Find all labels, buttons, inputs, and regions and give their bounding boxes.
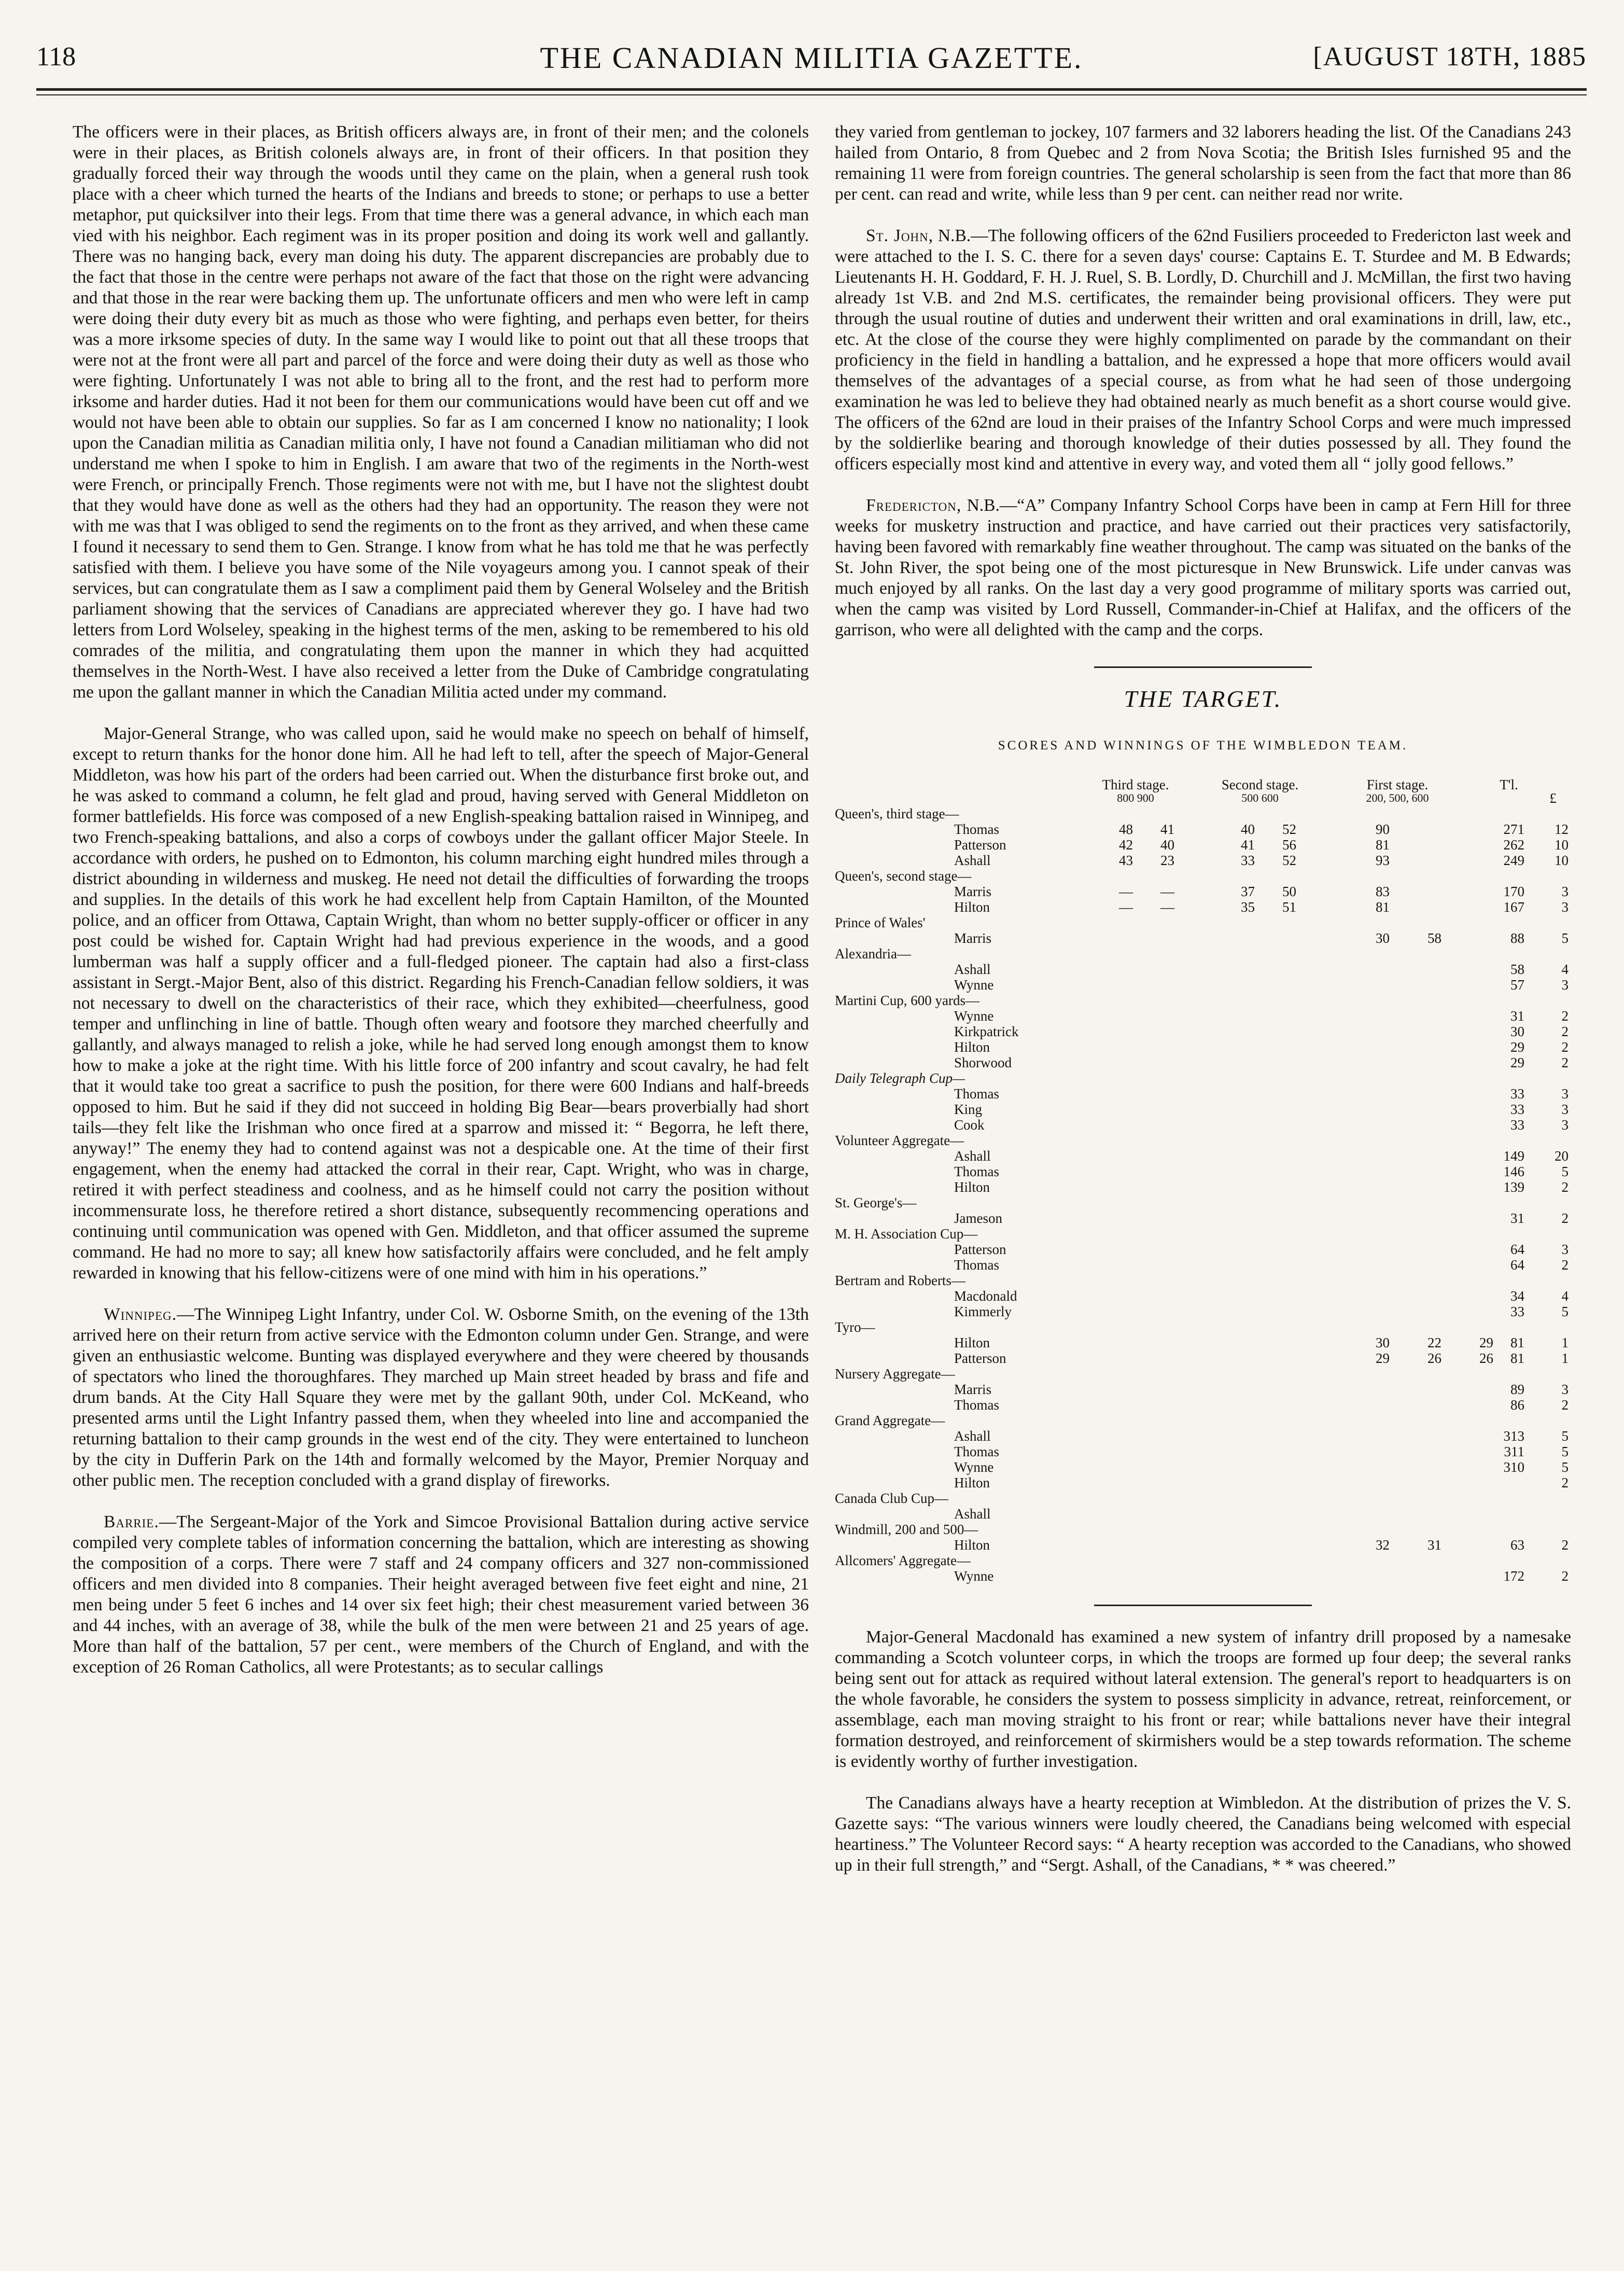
competitor-name: Ashall	[954, 1148, 991, 1164]
competition-name: St. George's—	[835, 1195, 917, 1210]
table-row	[835, 1039, 1571, 1055]
stage-score: 51	[1282, 899, 1296, 915]
article-paragraph	[835, 495, 1571, 640]
winnings: 10	[1555, 837, 1569, 853]
stage-score: 58	[1427, 930, 1441, 946]
table-group-row	[835, 1133, 1571, 1148]
page-number: 118	[36, 42, 76, 72]
article-paragraph	[73, 1512, 809, 1678]
competition-name: Windmill, 200 and 500—	[835, 1522, 978, 1537]
winnings: 1	[1561, 1335, 1569, 1350]
competitor-name: Hilton	[954, 1537, 990, 1553]
dateline: Fredericton,	[866, 496, 962, 515]
total-score: 34	[1510, 1288, 1524, 1304]
table-group-row	[835, 1195, 1571, 1210]
stage-score: 32	[1376, 1537, 1390, 1553]
table-group-row	[835, 806, 1571, 821]
table-row	[835, 1444, 1571, 1459]
competitor-name: Thomas	[954, 1397, 999, 1413]
table-row	[835, 899, 1571, 915]
winnings: 3	[1561, 1382, 1569, 1397]
scores-table	[835, 777, 1571, 1584]
winnings: 12	[1555, 821, 1569, 837]
paragraph-body: N.B.—The following officers of the 62nd Fusiliers proceeded to Fredericton last week and were attached to the I. S. C. there for a seven days' course: Captains E. T. Sturdee and M. B Edwards; Lieutenants H. H. Goddard, F. H. J. Ruel, S. B. Lordly, D. Churchill and J. McMillan, the first two having already 1st V.B. and 2nd M.S. certificates, the remainder being provisional officers. They were put through the usual routine of duties and underwent their written and oral examinations in drill, law, etc., etc. At the close of the course they were highly complimented on parade by the commandant on their proficiency in the field in handling a battalion, and he expressed a hope that more officers would avail themselves of the advantages of a special course, as from what he had seen of those undergoing examination he was led to believe they had obtained nearly as much benefit as a short course would give. The officers of the 62nd are loud in their praises of the Infantry School Corps and were much impressed by the soldierlike bearing and thorough knowledge of their duties possessed by all. They found the officers especially most kind and attentive in every way, and voted them all “ jolly good fellows.”	[835, 226, 1571, 473]
competitor-name: Marris	[954, 884, 991, 899]
table-row	[835, 1397, 1571, 1413]
winnings: 2	[1561, 1397, 1569, 1413]
total-score: 63	[1510, 1537, 1524, 1553]
competition-name: Volunteer Aggregate—	[835, 1133, 964, 1148]
winnings: 3	[1561, 1242, 1569, 1257]
competitor-name: Thomas	[954, 821, 999, 837]
competitor-name: Hilton	[954, 1039, 990, 1055]
total-score: 313	[1503, 1428, 1524, 1444]
table-group-row	[835, 1319, 1571, 1335]
winnings: 3	[1561, 899, 1569, 915]
table-row	[835, 1475, 1571, 1490]
winnings: 3	[1561, 1117, 1569, 1133]
winnings: 3	[1561, 977, 1569, 993]
winnings: 5	[1561, 930, 1569, 946]
total-score: 310	[1503, 1459, 1524, 1475]
stage-score: 26	[1427, 1350, 1441, 1366]
section-title: THE TARGET.	[1124, 686, 1282, 712]
winnings: 5	[1561, 1459, 1569, 1475]
stage-score: 26	[1479, 1350, 1493, 1366]
total-score: 31	[1510, 1210, 1524, 1226]
stage-score: 52	[1282, 821, 1296, 837]
dateline: Winnipeg.	[104, 1305, 177, 1324]
total-score: 64	[1510, 1257, 1524, 1273]
winnings: 2	[1561, 1055, 1569, 1070]
total-score: 167	[1503, 899, 1524, 915]
article-paragraph	[835, 226, 1571, 475]
article-paragraph: The Canadians always have a hearty reception at Wimbledon. At the distribution of prizes the V. S. Gazette says: “The various winners were loudly cheered, the Canadians being welcomed with especial heartiness.” The Volunteer Record says: “ A hearty reception was accorded to the Canadians, who showed up in their full strength,” and “Sergt. Ashall, of the Canadians, * * was cheered.”	[835, 1793, 1571, 1875]
competition-name: M. H. Association Cup—	[835, 1226, 978, 1242]
competition-name: Canada Club Cup—	[835, 1490, 948, 1506]
table-group-row	[835, 946, 1571, 962]
table-row	[835, 930, 1571, 946]
competitor-name: Marris	[954, 930, 991, 946]
winnings: 2	[1561, 1024, 1569, 1039]
competition-name: Bertram and Roberts—	[835, 1273, 965, 1288]
dateline: St. John,	[866, 226, 934, 245]
competitor-name: Patterson	[954, 1350, 1006, 1366]
total-score: 81	[1510, 1335, 1524, 1350]
total-score: 172	[1503, 1568, 1524, 1584]
competitor-name: Macdonald	[954, 1288, 1017, 1304]
stage-score: 41	[1241, 837, 1255, 853]
table-row	[835, 1335, 1571, 1350]
competition-name: Queen's, second stage—	[835, 868, 972, 884]
table-row	[835, 1024, 1571, 1039]
dateline: Barrie.	[104, 1512, 159, 1531]
table-group-row	[835, 1366, 1571, 1382]
winnings: 4	[1561, 1288, 1569, 1304]
stage-score: 50	[1282, 884, 1296, 899]
total-score: 33	[1510, 1086, 1524, 1102]
table-row	[835, 1148, 1571, 1164]
table-row	[835, 1164, 1571, 1179]
table-group-row	[835, 1553, 1571, 1568]
competitor-name: Wynne	[954, 1459, 994, 1475]
competition-name: Queen's, third stage—	[835, 806, 959, 821]
page-header	[36, 36, 1587, 83]
total-score: 170	[1503, 884, 1524, 899]
competitor-name: Thomas	[954, 1444, 999, 1459]
table-row	[835, 1428, 1571, 1444]
stage-score: 81	[1376, 837, 1390, 853]
header-rule-thick	[36, 88, 1587, 91]
table-row	[835, 1008, 1571, 1024]
stage-score: —	[1160, 884, 1174, 899]
article-paragraph: Major-General Macdonald has examined a new system of infantry drill proposed by a namesake commanding a Scotch volunteer corps, in which the troops are formed up four deep; the several ranks being sent out for attack as required without lateral extension. The general's report to headquarters is on the whole favorable, he considers the system to possess simplicity in advance, retreat, reinforcement, or assemblage, each man moving straight to his front or rear; while battalions never have their integral formation destroyed, and reinforcement of skirmishers would be a step towards reformation. The scheme is evidently worthy of further investigation.	[835, 1627, 1571, 1771]
competitor-name: Thomas	[954, 1086, 999, 1102]
competition-name: Alexandria—	[835, 946, 911, 962]
competitor-name: Ashall	[954, 1506, 991, 1522]
article-paragraph: they varied from gentleman to jockey, 107 farmers and 32 laborers heading the list. Of the Canadians 243 hailed from Ontario, 8 from Quebec and 2 from Nova Scotia; the British Isles furnished 95 and the remaining 11 were from foreign countries. The general scholarship is seen from the fact that more than 86 per cent. can read and write, while less than 9 per cent. can neither read nor write.	[835, 122, 1571, 204]
paragraph-body: —The Sergeant-Major of the York and Simcoe Provisional Battalion during active service compiled very complete tables of information concerning the battalion, which are interesting as showing the composition of a corps. There were 7 staff and 24 company officers and 327 non-commissioned officers and men divided into 8 companies. Their height averaged between five feet eight and nine, 21 men being under 5 feet 6 inches and 14 over six feet high; their chest measurement varied between 36 and 44 inches, with an average of 38, while the bulk of the men were between 21 and 25 years of age. More than half of the battalion, 57 per cent., were members of the Church of England, and with the exception of 26 Roman Catholics, all were Protestants; as to secular callings	[73, 1512, 809, 1677]
table-row	[835, 1210, 1571, 1226]
total-score: 271	[1503, 821, 1524, 837]
winnings: 2	[1561, 1568, 1569, 1584]
header-total: T'l.	[1500, 777, 1518, 792]
competition-name: Nursery Aggregate—	[835, 1366, 955, 1382]
table-row	[835, 1350, 1571, 1366]
article-paragraph	[73, 1304, 809, 1491]
competition-name: Prince of Wales'	[835, 915, 926, 930]
total-score: 139	[1503, 1179, 1524, 1195]
winnings: 4	[1561, 962, 1569, 977]
competitor-name: Patterson	[954, 837, 1006, 853]
winnings: 5	[1561, 1428, 1569, 1444]
total-score: 81	[1510, 1350, 1524, 1366]
table-group-row	[835, 993, 1571, 1008]
table-group-row	[835, 1273, 1571, 1288]
table-header	[835, 777, 1571, 806]
table-row	[835, 1568, 1571, 1584]
total-score: 262	[1503, 837, 1524, 853]
issue-date: [AUGUST 18TH, 1885	[1313, 42, 1587, 72]
stage-score: 40	[1241, 821, 1255, 837]
paragraph-body: N.B.—“A” Company Infantry School Corps have been in camp at Fern Hill for three weeks for musketry instruction and practice, and have carried out their practices very satisfactorily, having been favored with remarkably fine weather throughout. The camp was situated on the banks of the St. John River, the spot being one of the most picturesque in New Brunswick. Life under canvas was much enjoyed by all ranks. On the last day a very good programme of military sports was carried out, when the camp was visited by Lord Russell, Commander-in-Chief at Halifax, and the officers of the garrison, who were all delighted with the camp and the corps.	[835, 496, 1571, 639]
table-body	[835, 806, 1571, 1584]
table-row	[835, 853, 1571, 868]
stage-score: 33	[1241, 853, 1255, 868]
table-row	[835, 1537, 1571, 1553]
header-third-stage: Third stage.	[1102, 777, 1169, 792]
total-score: 89	[1510, 1382, 1524, 1397]
winnings: 2	[1561, 1537, 1569, 1553]
competitor-name: Kimmerly	[954, 1304, 1012, 1319]
total-score: 31	[1510, 1008, 1524, 1024]
table-group-row	[835, 915, 1571, 930]
competitor-name: Thomas	[954, 1164, 999, 1179]
table-group-row	[835, 1522, 1571, 1537]
winnings: 3	[1561, 884, 1569, 899]
table-row	[835, 1102, 1571, 1117]
table-row	[835, 821, 1571, 837]
stage-score: 93	[1376, 853, 1390, 868]
table-row	[835, 1117, 1571, 1133]
stage-score: 42	[1119, 837, 1133, 853]
table-row	[835, 1459, 1571, 1475]
newspaper-title: THE CANADIAN MILITIA GAZETTE.	[540, 41, 1083, 75]
total-score: 57	[1510, 977, 1524, 993]
section-divider	[1094, 1605, 1312, 1606]
winnings: 5	[1561, 1164, 1569, 1179]
header-first-stage: First stage.	[1366, 777, 1429, 792]
header-rule-thin	[36, 94, 1587, 95]
competitor-name: Hilton	[954, 1179, 990, 1195]
total-score: 88	[1510, 930, 1524, 946]
competition-name: Grand Aggregate—	[835, 1413, 945, 1428]
table-row	[835, 1288, 1571, 1304]
header-first-sub: 200, 500, 600	[1366, 791, 1429, 804]
stage-score: 31	[1427, 1537, 1441, 1553]
article-paragraph: Major-General Strange, who was called upon, said he would make no speech on behalf of himself, except to return thanks for the honor done him. All he had left to tell, after the speech of Major-General Middleton, was how his part of the orders had been carried out. When the disturbance first broke out, and he was asked to command a column, he felt glad and proud, having served with General Middleton on former battlefields. His force was composed of a new English-speaking battalion raised in Winnipeg, and two French-speaking battalions, and also a corps of cowboys under the gallant officer Major Steele. In accordance with orders, he pushed on to Edmonton, his column marching eight hundred miles through a district abounding in wilderness and muskeg. He need not detail the difficulties of forwarding the troops and supplies. In the details of this work he had excellent help from Captain Hamilton, of the Mounted police, and an officer from Ottawa, Captain Wright, than whom no better supply-officer or officer in any post could be wished for. Captain Wright had had previous experience in the woods, and a good lumberman was half a supply officer and a full-fledged pioneer. The captain had also a first-class assistant in Sergt.-Major Bent, also of this district. Regarding his French-Canadian fellow soldiers, it was not necessary to dwell on the characteristics of their race, which they exhibited—cheerfulness, good temper and unflinching in line of battle. Though often weary and footsore they marched cheerfully and gallantly, and always managed to relish a joke, while he had served long enough amongst them to know how to make a joke at the right time. With his little force of 200 infantry and scout cavalry, he had felt that it would take too great a sacrifice to push the position, for there were 600 Indians and half-breeds opposed to him. But he said if they did not succeed in holding Big Bear—bears proverbially had short tails—they felt like the Irishman who once fired at a sparrow and missed it: “ Begorra, he left there, anyway!” The enemy they had to contend against was not a despicable one. At the time of their first engagement, when the enemy had attacked the corral in their rear, Capt. Wright, who was in charge, retired it with perfect steadiness and coolness, and as he himself could not carry the position without incommensurate loss, he therefore retired a short distance, subsequently recommencing operations and continuing until communication was opened with Gen. Middleton, and that officer assumed the supreme command. He had no more to say; all knew how satisfactorily affairs were concluded, and he felt amply rewarded in knowing that his fellow-citizens were of one mind with him in his operations.”	[73, 724, 809, 1283]
table-row	[835, 1506, 1571, 1522]
table-row	[835, 1179, 1571, 1195]
total-score: 29	[1510, 1039, 1524, 1055]
table-row	[835, 1382, 1571, 1397]
stage-score: 81	[1376, 899, 1390, 915]
winnings: 2	[1561, 1039, 1569, 1055]
table-row	[835, 884, 1571, 899]
winnings: 2	[1561, 1475, 1569, 1490]
competition-name: Daily Telegraph Cup—	[835, 1070, 965, 1086]
header-second-sub: 500 600	[1241, 791, 1279, 804]
winnings: 1	[1561, 1350, 1569, 1366]
table-row	[835, 1086, 1571, 1102]
total-score: 58	[1510, 962, 1524, 977]
competitor-name: Marris	[954, 1382, 991, 1397]
winnings: 2	[1561, 1257, 1569, 1273]
total-score: 33	[1510, 1304, 1524, 1319]
paragraph-body: —The Winnipeg Light Infantry, under Col. W. Osborne Smith, on the evening of the 13th arrived here on their return from active service with the Edmonton column under Gen. Strange, and were given an enthusiastic welcome. Bunting was displayed everywhere and they were cheered by thousands of spectators who lined the thoroughfares. They marched up Main street headed by brass and fife and drum bands. At the City Hall Square they were met by the gallant 90th, under Col. McKeand, who presented arms until the Light Infantry passed them, when they wheeled into line and accompanied the returning battalion to their camp grounds in the west end of the city. They were entertained to luncheon by the city in Dufferin Park on the 14th and formally welcomed by the Mayor, Premier Norquay and other public men. The reception concluded with a grand display of fireworks.	[73, 1305, 809, 1490]
winnings: 5	[1561, 1304, 1569, 1319]
competitor-name: Hilton	[954, 1335, 990, 1350]
total-score: 146	[1503, 1164, 1524, 1179]
winnings: 20	[1555, 1148, 1569, 1164]
competitor-name: Wynne	[954, 1568, 994, 1584]
stage-score: 30	[1376, 930, 1390, 946]
stage-score: 35	[1241, 899, 1255, 915]
competitor-name: Patterson	[954, 1242, 1006, 1257]
table-group-row	[835, 1413, 1571, 1428]
competition-name: Martini Cup, 600 yards—	[835, 993, 979, 1008]
stage-score: 48	[1119, 821, 1133, 837]
section-divider	[1094, 666, 1312, 668]
stage-score: 29	[1479, 1335, 1493, 1350]
total-score: 86	[1510, 1397, 1524, 1413]
table-caption: SCORES AND WINNINGS OF THE WIMBLEDON TEAM.	[998, 739, 1408, 753]
total-score: 311	[1504, 1444, 1524, 1459]
right-column	[835, 122, 1571, 2227]
table-group-row	[835, 1226, 1571, 1242]
stage-score: 37	[1241, 884, 1255, 899]
stage-score: 83	[1376, 884, 1390, 899]
total-score: 29	[1510, 1055, 1524, 1070]
stage-score: 43	[1119, 853, 1133, 868]
stage-score: 40	[1160, 837, 1174, 853]
total-score: 33	[1510, 1117, 1524, 1133]
winnings: 2	[1561, 1179, 1569, 1195]
stage-score: —	[1119, 899, 1133, 915]
stage-score: 56	[1282, 837, 1296, 853]
table-row	[835, 1055, 1571, 1070]
winnings: 10	[1555, 853, 1569, 868]
winnings: 5	[1561, 1444, 1569, 1459]
competitor-name: Hilton	[954, 1475, 990, 1490]
header-second-stage: Second stage.	[1221, 777, 1299, 792]
competitor-name: Wynne	[954, 977, 994, 993]
stage-score: 22	[1427, 1335, 1441, 1350]
winnings: 2	[1561, 1210, 1569, 1226]
competitor-name: Wynne	[954, 1008, 994, 1024]
competitor-name: Shorwood	[954, 1055, 1012, 1070]
table-row	[835, 1304, 1571, 1319]
table-row	[835, 962, 1571, 977]
stage-score: 30	[1376, 1335, 1390, 1350]
competition-name: Tyro—	[835, 1319, 875, 1335]
competitor-name: Ashall	[954, 1428, 991, 1444]
winnings: 2	[1561, 1008, 1569, 1024]
stage-score: 23	[1160, 853, 1174, 868]
total-score: 33	[1510, 1102, 1524, 1117]
table-group-row	[835, 1070, 1571, 1086]
stage-score: —	[1119, 884, 1133, 899]
competitor-name: Ashall	[954, 853, 991, 868]
competitor-name: Hilton	[954, 899, 990, 915]
table-group-row	[835, 1490, 1571, 1506]
stage-score: 41	[1160, 821, 1174, 837]
competitor-name: Cook	[954, 1117, 985, 1133]
table-group-row	[835, 868, 1571, 884]
table-row	[835, 1242, 1571, 1257]
table-row	[835, 1257, 1571, 1273]
total-score: 30	[1510, 1024, 1524, 1039]
competitor-name: King	[954, 1102, 982, 1117]
table-row	[835, 837, 1571, 853]
header-pounds: £	[1549, 790, 1557, 806]
table-row	[835, 977, 1571, 993]
winnings: 3	[1561, 1086, 1569, 1102]
header-third-sub: 800 900	[1117, 791, 1154, 804]
total-score: 64	[1510, 1242, 1524, 1257]
left-column	[73, 122, 809, 2227]
competition-name: Allcomers' Aggregate—	[835, 1553, 971, 1568]
total-score: 249	[1503, 853, 1524, 868]
stage-score: 29	[1376, 1350, 1390, 1366]
competitor-name: Jameson	[954, 1210, 1002, 1226]
winnings: 3	[1561, 1102, 1569, 1117]
competitor-name: Thomas	[954, 1257, 999, 1273]
article-paragraph: The officers were in their places, as British officers always are, in front of their men; and the colonels were in their places, as British colonels always are, in front of their officers. In that position they gradually forced their way through the woods until they came on the plain, when a general rush took place with a cheer which turned the hearts of the Indians and breeds to stone; or perhaps to use a better metaphor, put quicksilver into their legs. From that time there was a general advance, in which each man vied with his neighbor. Each regiment was in its proper position and doing its work well and gallantly. There was no hanging back, every man doing his duty. The apparent discrepancies are probably due to the fact that those in the centre were perhaps not aware of the fact that those on the right were advancing and that those in the rear were backing them up. The unfortunate officers and men who were left in camp were doing their duty every bit as much as those who were fighting, and perhaps even better, for theirs was a more irksome species of duty. In the same way I would like to point out that all these troops that were not at the front were all part and parcel of the force and were doing their duty as well as those who were fighting. Unfortunately I was not able to bring all to the front, and the rest had to perform more irksome and harder duties. Had it not been for them our communications would have been cut off and we would not have been able to obtain our supplies. So far as I am concerned I know no nationality; I look upon the Canadian militia as Canadian militia only, I have not found a Canadian militiaman who did not understand me when I spoke to him in English. I am aware that two of the regiments in the North-west were French, or principally French. Those regiments were not with me, but I have not the slightest doubt that they would have done as well as the others had they had an opportunity. The reason they were not with me was that I was obliged to send the regiments on to the front as they arrived, and when these came I found it necessary to send them to Gen. Strange. I know from what he has told me that he was perfectly satisfied with them. I believe you have some of the Nile voyageurs among you. I cannot speak of their services, but can congratulate them as I saw a compliment paid them by General Wolseley and the British parliament showing that the services of Canadians are appreciated wherever they go. I have had two letters from Lord Wolseley, speaking in the highest terms of the men, asking to be remembered to his old comrades of the militia, and congratulating them upon the manner in which they had acquitted themselves in the North-West. I have also received a letter from the Duke of Cambridge congratulating me upon the gallant manner in which the Canadian Militia acted under my command.	[73, 122, 809, 702]
stage-score: —	[1160, 899, 1174, 915]
competitor-name: Ashall	[954, 962, 991, 977]
stage-score: 90	[1376, 821, 1390, 837]
competitor-name: Kirkpatrick	[954, 1024, 1019, 1039]
stage-score: 52	[1282, 853, 1296, 868]
total-score: 149	[1503, 1148, 1524, 1164]
